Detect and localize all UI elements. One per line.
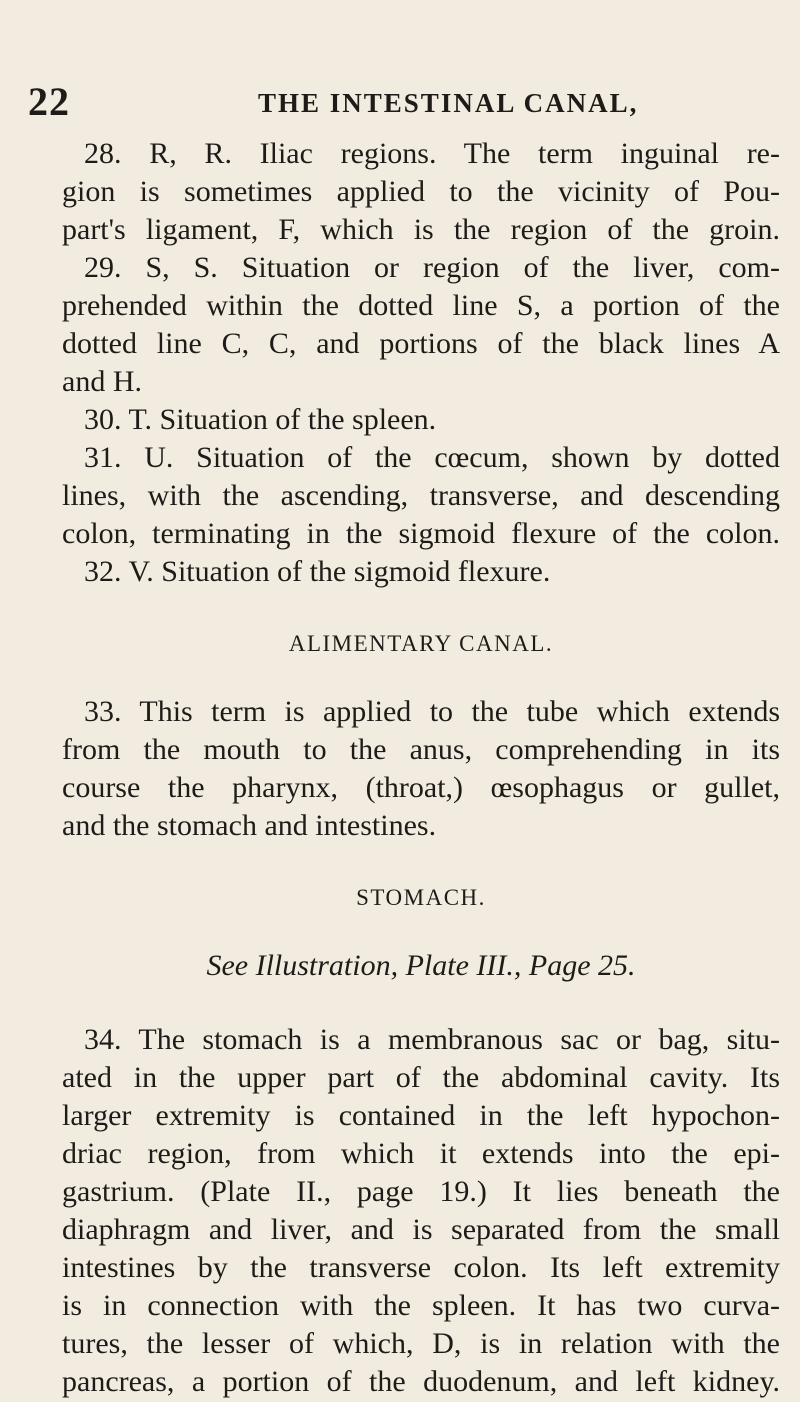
section-heading-alimentary-canal: ALIMENTARY CANAL. [288, 631, 554, 656]
text-line: driac region, from which it extends into the epi- [62, 1137, 780, 1170]
text-line: 31. U. Situation of the cœcum, shown by dotted [84, 441, 780, 474]
text-line: 34. The stomach is a membranous sac or bag, situ- [84, 1023, 780, 1056]
text-line: ated in the upper part of the abdominal cavity. Its [62, 1061, 780, 1094]
text-line: gastrium. (Plate II., page 19.) It lies beneath the [62, 1175, 780, 1208]
running-head: THE INTESTINAL CANAL, [258, 88, 639, 118]
text-line: dotted line C, C, and portions of the black lines A [62, 327, 780, 360]
text-line: lines, with the ascending, transverse, and descending [62, 479, 780, 512]
page-header [28, 78, 798, 128]
text-line: 28. R, R. Iliac regions. The term inguinal re- [84, 137, 780, 170]
text-line: is in connection with the spleen. It has two curva- [62, 1289, 780, 1322]
text-line: and the stomach and intestines. [62, 809, 437, 842]
text-line: and H. [62, 365, 142, 398]
text-line: intestines by the transverse colon. Its left extremity [62, 1251, 780, 1284]
text-line: from the mouth to the anus, comprehending in its [62, 733, 780, 766]
text-line: diaphragm and liver, and is separated from the small [62, 1213, 780, 1246]
text-line: part's ligament, F, which is the region of the groin. [62, 213, 780, 246]
text-line: 29. S, S. Situation or region of the liver, com- [84, 251, 780, 284]
text-line: larger extremity is contained in the left hypochon- [62, 1099, 780, 1132]
text-line: gion is sometimes applied to the vicinity of Pou- [62, 175, 780, 208]
text-line: tures, the lesser of which, D, is in relation with the [62, 1327, 780, 1360]
section-heading-stomach: STOMACH. [356, 885, 486, 910]
text-line: pancreas, a portion of the duodenum, and left kidney. [62, 1365, 780, 1398]
illustration-reference: See Illustration, Plate III., Page 25. [206, 949, 636, 982]
page-number: 22 [28, 79, 70, 124]
text-line: prehended within the dotted line S, a portion of the [62, 289, 780, 322]
text-line: 32. V. Situation of the sigmoid flexure. [84, 555, 551, 588]
text-line: colon, terminating in the sigmoid flexure of the colon. [62, 517, 780, 550]
text-line: 30. T. Situation of the spleen. [84, 403, 437, 436]
text-line: course the pharynx, (throat,) œsophagus or gullet, [62, 771, 780, 804]
text-line: 33. This term is applied to the tube which extends [84, 695, 780, 728]
